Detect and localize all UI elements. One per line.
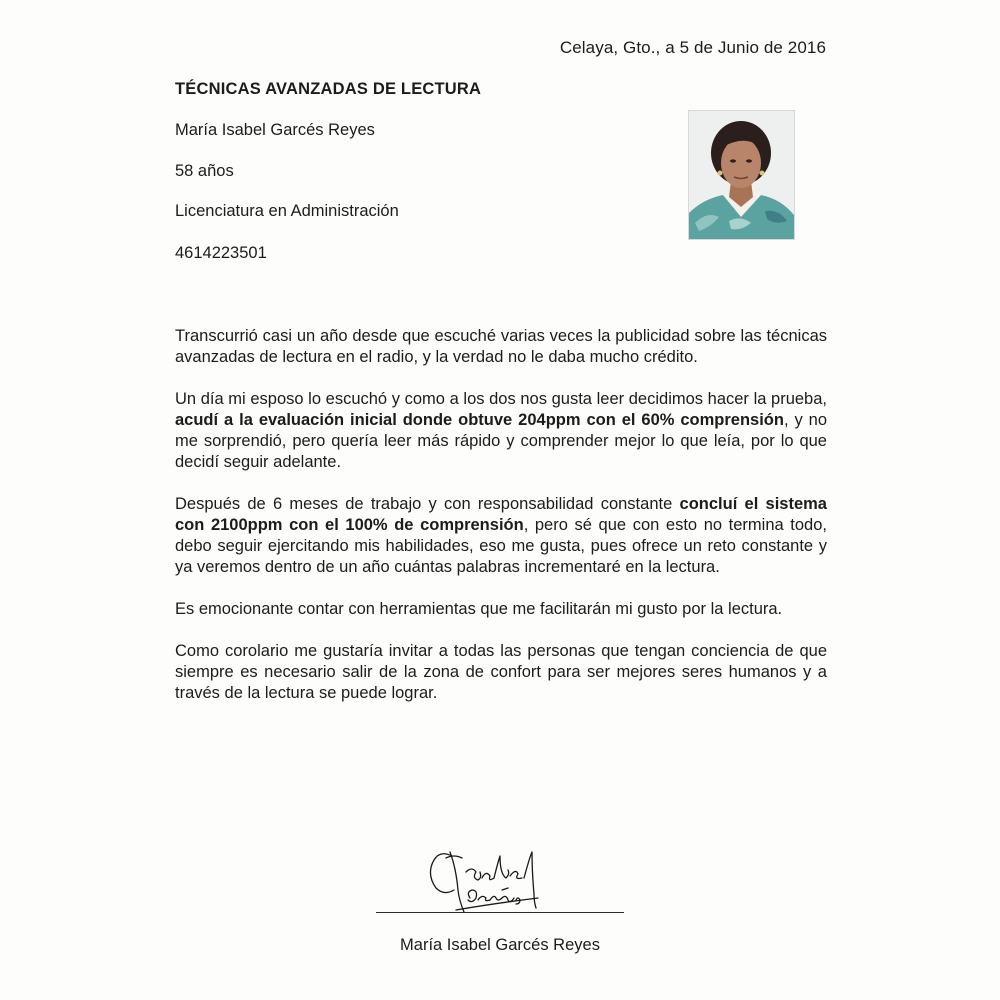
paragraph-3-end: , pero sé que con esto no termina todo, debo seguir ejercitando mis habilidades, eso me gusta, pues ofrece un reto constante y ya veremos dentro de un año cuántas palabras incrementaré en la lectura. bbox=[175, 516, 827, 576]
paragraph-1: Transcurrió casi un año desde que escuché varias veces la publicidad sobre las técnicas avanzadas de lectura en el radio, y la verdad no le daba mucho crédito. bbox=[175, 327, 827, 366]
paragraph-3 bbox=[175, 494, 827, 578]
paragraph-2 bbox=[175, 389, 827, 473]
paragraph-2-highlight: acudí a la evaluación inicial donde obtuve 204ppm con el 60% comprensión bbox=[175, 411, 784, 429]
author-phone: 4614223501 bbox=[175, 244, 267, 262]
letter-title: TÉCNICAS AVANZADAS DE LECTURA bbox=[175, 80, 482, 98]
author-name: María Isabel Garcés Reyes bbox=[175, 121, 375, 139]
date-line: Celaya, Gto., a 5 de Junio de 2016 bbox=[559, 38, 826, 57]
signature-printed-name: María Isabel Garcés Reyes bbox=[400, 936, 600, 954]
letter-body bbox=[175, 326, 827, 725]
paragraph-2-start: Un día mi esposo lo escuchó y como a los dos nos gusta leer decidimos hacer la prueba, bbox=[175, 390, 827, 408]
handwritten-signature bbox=[420, 838, 570, 918]
signature-line bbox=[376, 912, 624, 913]
author-photo bbox=[688, 110, 795, 240]
paragraph-3-start: Después de 6 meses de trabajo y con responsabilidad constante bbox=[175, 495, 680, 513]
author-age: 58 años bbox=[175, 162, 234, 180]
paragraph-3-highlight: concluí el sistema con 2100ppm con el 100% de comprensión bbox=[175, 495, 827, 534]
paragraph-2-end: , y no me sorprendió, pero quería leer más rápido y comprender mejor lo que leía, por lo que decidí seguir adelante. bbox=[175, 411, 827, 471]
author-degree: Licenciatura en Administración bbox=[175, 202, 399, 220]
paragraph-4: Es emocionante contar con herramientas que me facilitarán mi gusto por la lectura. bbox=[175, 600, 783, 618]
paragraph-5: Como corolario me gustaría invitar a todas las personas que tengan conciencia de que siempre es necesario salir de la zona de confort para ser mejores seres humanos y a través de la lectura se puede lograr. bbox=[175, 642, 827, 702]
